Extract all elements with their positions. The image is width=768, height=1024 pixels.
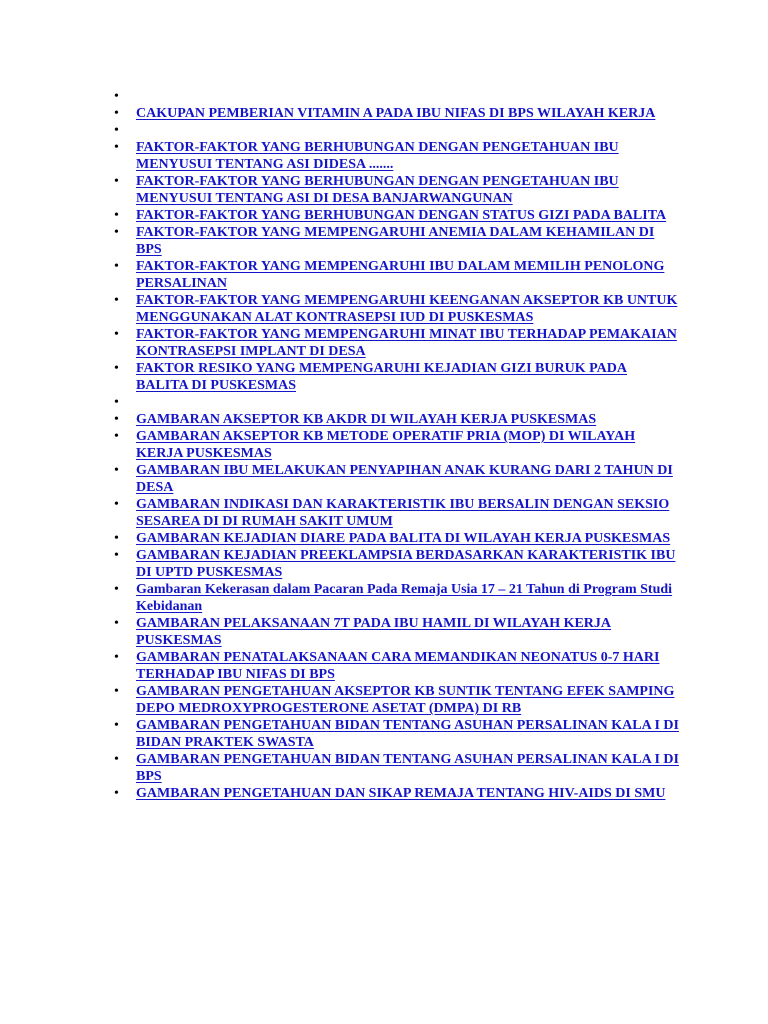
bullet-icon: • [114,616,119,631]
list-item [0,224,768,258]
list-item [0,122,768,139]
bullet-icon: • [114,225,119,240]
bullet-icon: • [114,752,119,767]
list-item [0,581,768,615]
bullet-icon: • [114,582,119,597]
bullet-icon: • [114,429,119,444]
article-link[interactable]: GAMBARAN AKSEPTOR KB AKDR DI WILAYAH KERJA PUSKESMAS [136,412,597,427]
list-item [0,530,768,547]
bullet-icon: • [114,650,119,665]
article-link[interactable]: FAKTOR-FAKTOR YANG MEMPENGARUHI MINAT IBU TERHADAP PEMAKAIAN KONTRASEPSI IMPLANT DI DESA [136,327,677,359]
list-item [0,462,768,496]
list-item [0,88,768,105]
list-item [0,496,768,530]
article-link[interactable]: GAMBARAN PENGETAHUAN BIDAN TENTANG ASUHAN PERSALINAN KALA I DI BPS [136,752,679,784]
bullet-icon: • [114,259,119,274]
list-item [0,717,768,751]
bullet-icon: • [114,106,119,121]
article-link[interactable]: GAMBARAN KEJADIAN PREEKLAMPSIA BERDASARKAN KARAKTERISTIK IBU DI UPTD PUSKESMAS [136,548,676,580]
list-item [0,360,768,394]
bullet-icon: • [114,293,119,308]
bullet-icon: • [114,548,119,563]
bullet-icon: • [114,174,119,189]
list-item [0,683,768,717]
list-item [0,258,768,292]
list-item [0,785,768,802]
list-item [0,394,768,411]
bullet-icon: • [114,463,119,478]
article-link[interactable]: Gambaran Kekerasan dalam Pacaran Pada Remaja Usia 17 – 21 Tahun di Program Studi Kebidanan [136,582,673,614]
bullet-icon: • [114,497,119,512]
bullet-icon: • [114,395,119,410]
article-link[interactable]: GAMBARAN PENATALAKSANAAN CARA MEMANDIKAN NEONATUS 0-7 HARI TERHADAP IBU NIFAS DI BPS [136,650,660,682]
bullet-icon: • [114,531,119,546]
bullet-icon: • [114,89,119,104]
article-link[interactable]: GAMBARAN INDIKASI DAN KARAKTERISTIK IBU BERSALIN DENGAN SEKSIO SESAREA DI DI RUMAH SAKIT UMUM [136,497,670,529]
bullet-icon: • [114,786,119,801]
article-link[interactable]: FAKTOR-FAKTOR YANG BERHUBUNGAN DENGAN PENGETAHUAN IBU MENYUSUI TENTANG ASI DI DESA BANJARWANGUNAN [136,174,619,206]
article-link[interactable]: FAKTOR RESIKO YANG MEMPENGARUHI KEJADIAN GIZI BURUK PADA BALITA DI PUSKESMAS [136,361,627,393]
article-link[interactable]: GAMBARAN PENGETAHUAN AKSEPTOR KB SUNTIK TENTANG EFEK SAMPING DEPO MEDROXYPROGESTERONE ASETAT (DMPA) DI RB [136,684,675,716]
article-link[interactable]: FAKTOR-FAKTOR YANG MEMPENGARUHI ANEMIA DALAM KEHAMILAN DI BPS [136,225,655,257]
article-link[interactable]: FAKTOR-FAKTOR YANG MEMPENGARUHI KEENGANAN AKSEPTOR KB UNTUK MENGGUNAKAN ALAT KONTRASEPSI IUD DI PUSKESMAS [136,293,678,325]
article-link[interactable]: FAKTOR-FAKTOR YANG BERHUBUNGAN DENGAN PENGETAHUAN IBU MENYUSUI TENTANG ASI DIDESA ....... [136,140,619,172]
list-item [0,139,768,173]
article-link[interactable]: GAMBARAN PENGETAHUAN DAN SIKAP REMAJA TENTANG HIV-AIDS DI SMU [136,786,666,801]
bullet-icon: • [114,208,119,223]
list-item [0,326,768,360]
list-item [0,649,768,683]
list-item [0,428,768,462]
list-item [0,292,768,326]
bullet-icon: • [114,412,119,427]
article-link[interactable]: GAMBARAN PELAKSANAAN 7T PADA IBU HAMIL DI WILAYAH KERJA PUSKESMAS [136,616,612,648]
article-link[interactable]: FAKTOR-FAKTOR YANG MEMPENGARUHI IBU DALAM MEMILIH PENOLONG PERSALINAN [136,259,665,291]
bullet-icon: • [114,684,119,699]
article-link-list [0,88,768,802]
list-item [0,207,768,224]
article-link[interactable]: CAKUPAN PEMBERIAN VITAMIN A PADA IBU NIFAS DI BPS WILAYAH KERJA [136,106,656,121]
list-item [0,411,768,428]
list-item [0,615,768,649]
article-link[interactable]: GAMBARAN PENGETAHUAN BIDAN TENTANG ASUHAN PERSALINAN KALA I DI BIDAN PRAKTEK SWASTA [136,718,679,750]
bullet-icon: • [114,123,119,138]
bullet-icon: • [114,140,119,155]
bullet-icon: • [114,718,119,733]
article-link[interactable]: GAMBARAN AKSEPTOR KB METODE OPERATIF PRIA (MOP) DI WILAYAH KERJA PUSKESMAS [136,429,636,461]
list-item [0,173,768,207]
list-item [0,751,768,785]
article-link[interactable]: GAMBARAN IBU MELAKUKAN PENYAPIHAN ANAK KURANG DARI 2 TAHUN DI DESA [136,463,673,495]
list-item [0,105,768,122]
list-item [0,547,768,581]
bullet-icon: • [114,327,119,342]
article-link[interactable]: GAMBARAN KEJADIAN DIARE PADA BALITA DI WILAYAH KERJA PUSKESMAS [136,531,671,546]
article-link[interactable]: FAKTOR-FAKTOR YANG BERHUBUNGAN DENGAN STATUS GIZI PADA BALITA [136,208,667,223]
bullet-icon: • [114,361,119,376]
